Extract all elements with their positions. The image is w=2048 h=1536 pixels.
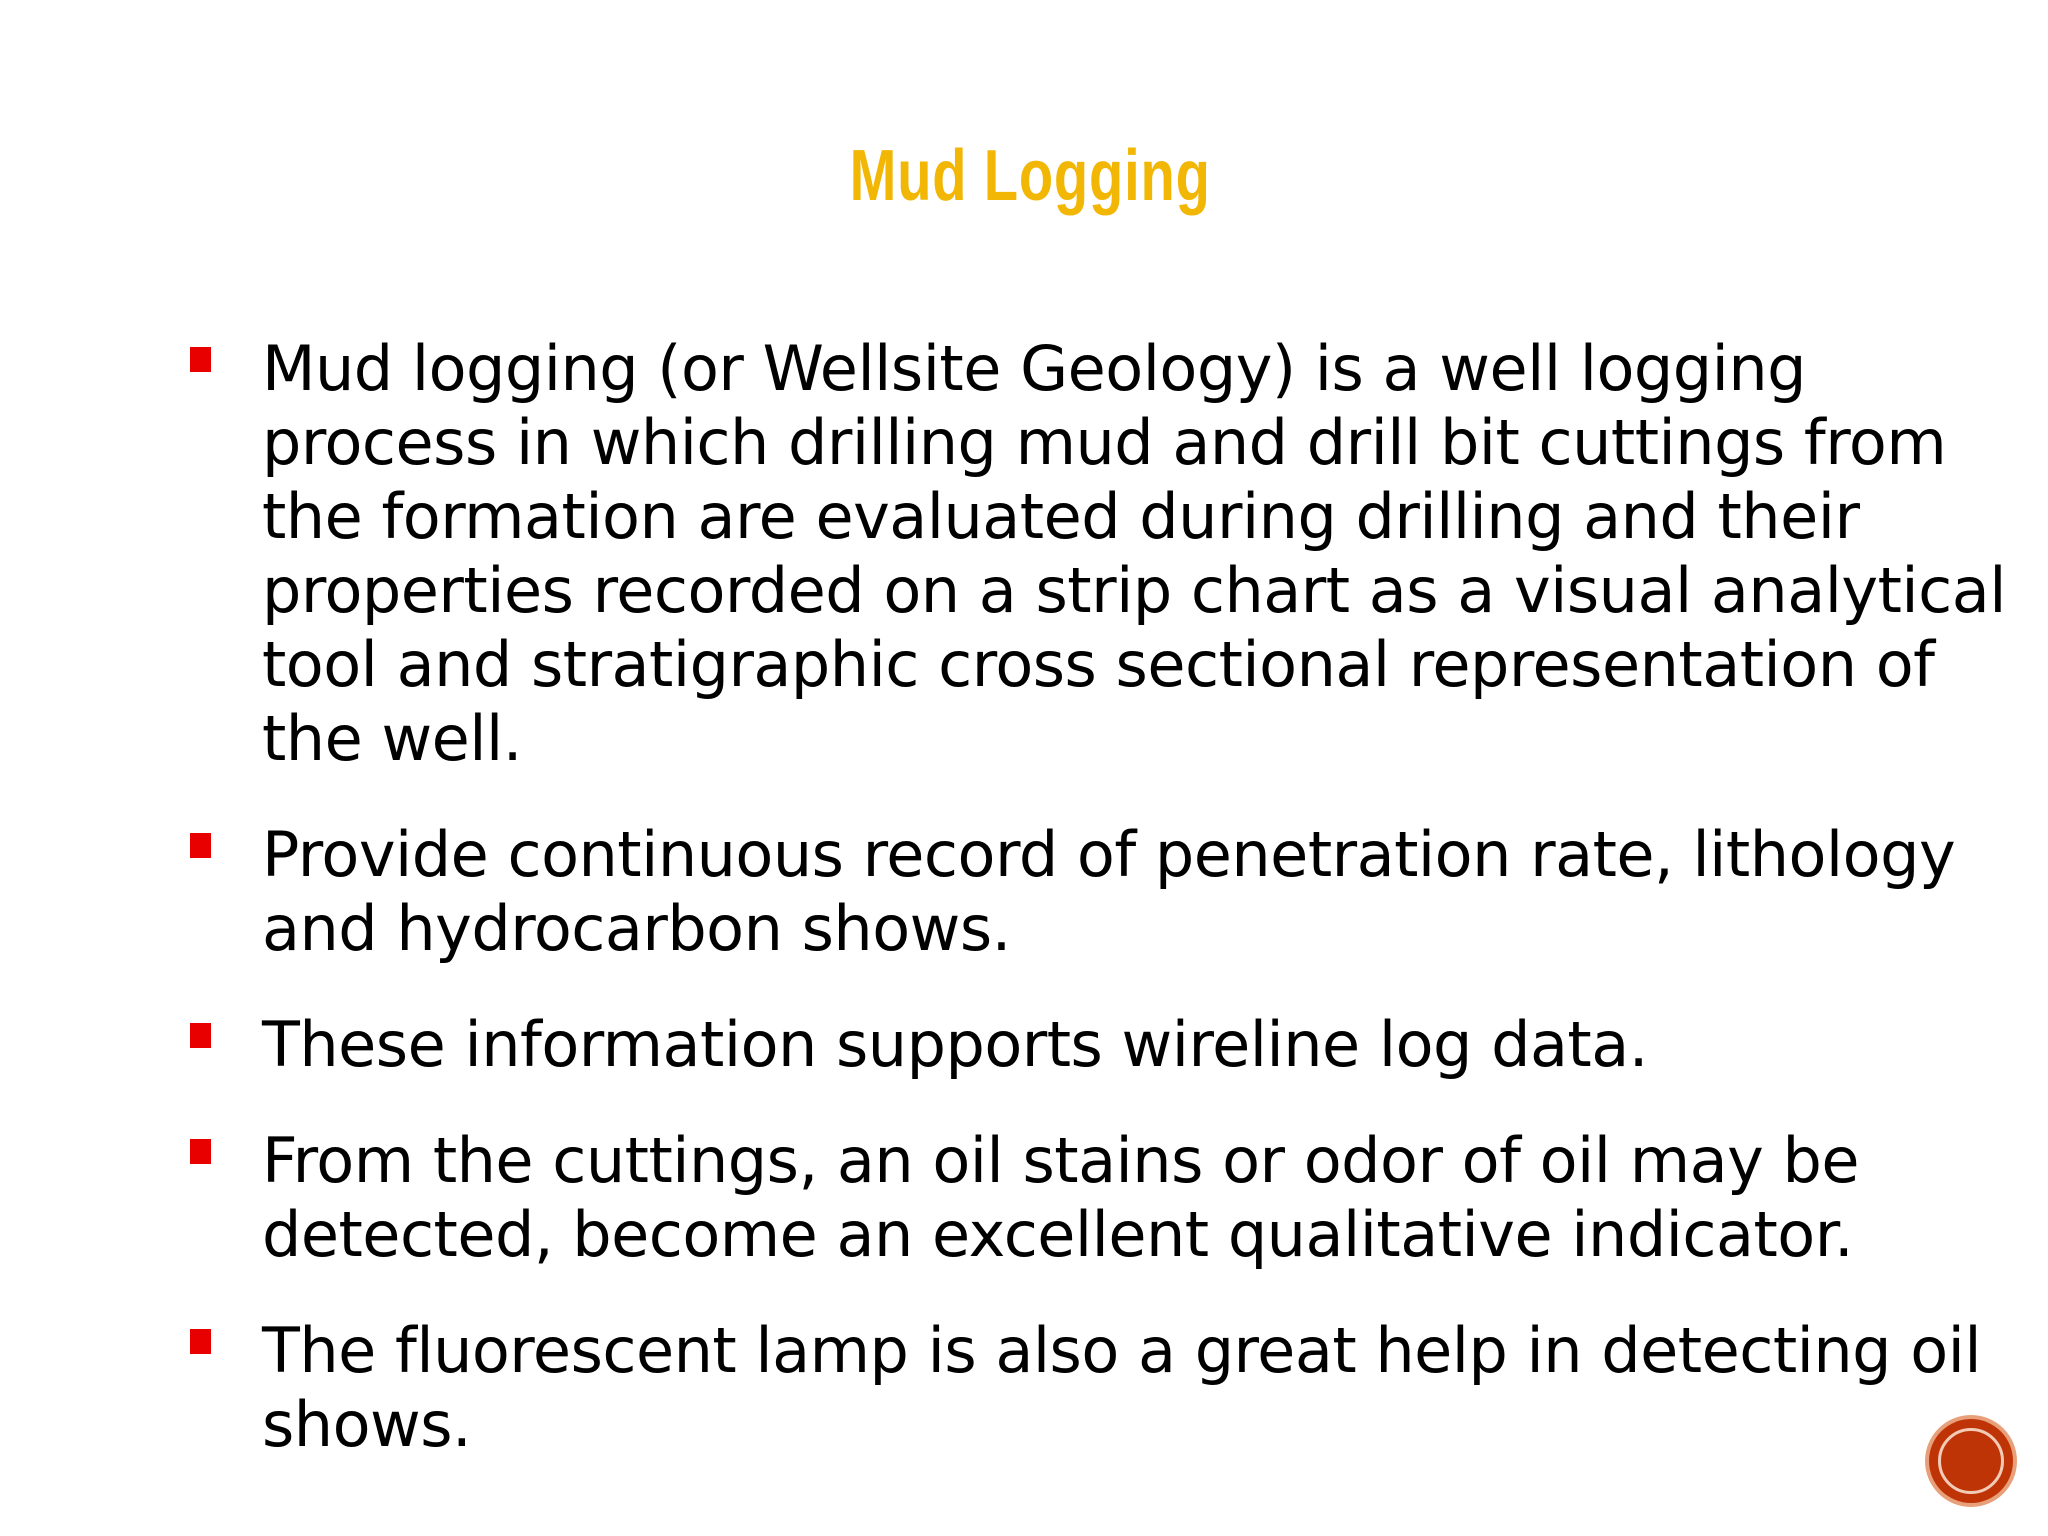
square-bullet-icon xyxy=(190,1139,211,1164)
bullet-item xyxy=(186,1008,2006,1082)
bullet-item xyxy=(186,332,2006,776)
bullet-text: From the cuttings, an oil stains or odor of oil may be detected, become an excellent qualitative indicator. xyxy=(262,1124,1859,1271)
bullet-item xyxy=(186,1124,2006,1272)
bullet-item xyxy=(186,818,2006,966)
bullet-text: Mud logging (or Wellsite Geology) is a well logging process in which drilling mud and drill bit cuttings from the formation are evaluated during drilling and their properties recorded on a strip chart as a visual analytical tool and stratigraphic cross sectional representation of the well. xyxy=(262,332,2006,775)
circle-button-icon[interactable] xyxy=(1929,1419,2013,1503)
bullet-text: Provide continuous record of penetration rate, lithology and hydrocarbon shows. xyxy=(262,818,1956,965)
square-bullet-icon xyxy=(190,1023,211,1048)
nav-button-ring xyxy=(1938,1428,2004,1494)
square-bullet-icon xyxy=(190,833,211,858)
bullet-text: These information supports wireline log data. xyxy=(262,1008,1648,1081)
square-bullet-icon xyxy=(190,1329,211,1354)
bullet-list xyxy=(186,332,2006,1504)
bullet-text: The fluorescent lamp is also a great help in detecting oil shows. xyxy=(262,1314,1982,1461)
bullet-item xyxy=(186,1314,2006,1462)
slide-title: Mud Logging xyxy=(849,136,1211,216)
square-bullet-icon xyxy=(190,347,211,372)
